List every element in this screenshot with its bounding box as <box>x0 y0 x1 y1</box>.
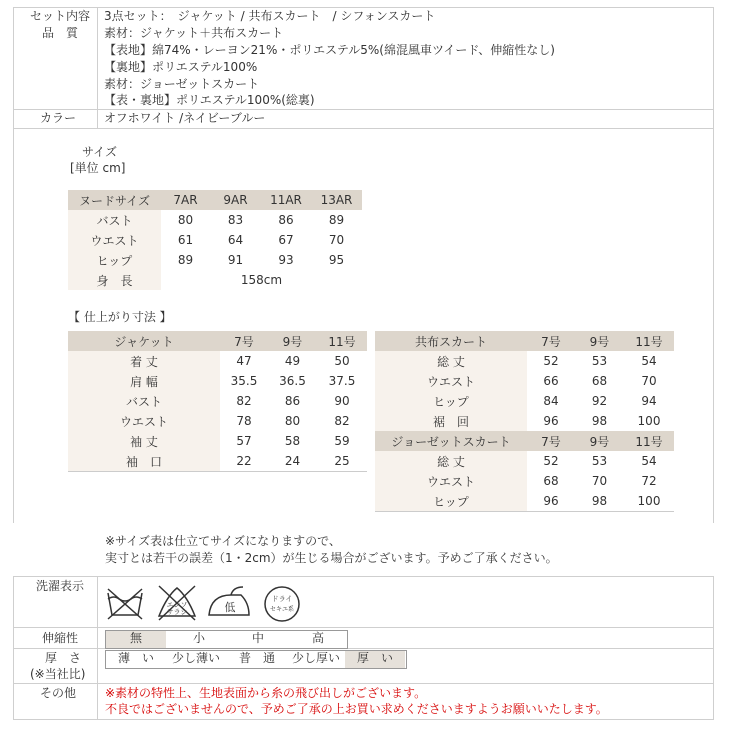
skirt-cell: 54 <box>641 354 657 368</box>
jacket-cell: 25 <box>334 454 350 468</box>
height-value: 158cm <box>240 273 283 287</box>
georgette-cell: 53 <box>591 454 608 468</box>
nude-cell: 83 <box>227 213 244 227</box>
jacket-cell: 78 <box>236 414 252 428</box>
size-unit: [単位 cm] <box>70 161 126 175</box>
frame-right-bottom <box>713 576 714 720</box>
jacket-cell: 90 <box>334 394 350 408</box>
other-note: 不良ではございませんので、予めご了承の上お買い求めくださいますようお願いいたします。 <box>105 702 608 716</box>
skirt-header: 共布スカート <box>375 331 527 351</box>
jacket-cell: 24 <box>284 454 301 468</box>
jacket-cell: 80 <box>284 414 301 428</box>
nude-cell: 86 <box>278 213 294 227</box>
georgette-cell: 52 <box>543 454 559 468</box>
thickness-option: 少し薄い <box>172 651 221 665</box>
divider-care <box>13 576 714 577</box>
frame-right <box>713 7 714 523</box>
finish-title: 【 仕上がり寸法 】 <box>68 310 172 324</box>
skirt-cell: 70 <box>641 374 657 388</box>
thickness-label: 厚 さ <box>45 651 82 665</box>
jacket-header: ジャケット <box>68 331 220 351</box>
material-line: 素材：ジョーゼットスカート <box>104 77 260 91</box>
georgette-cell: 68 <box>543 474 559 488</box>
jacket-header: 11号 <box>317 331 367 351</box>
size-note: ※サイズ表は仕立てサイズになりますので、 <box>105 534 341 548</box>
skirt-cell: 92 <box>591 394 608 408</box>
jacket-cell: 37.5 <box>328 374 356 388</box>
thickness-option: 少し厚い <box>292 651 341 665</box>
jacket-row-label: 袖 丈 <box>68 431 220 451</box>
georgette-row-label: ウエスト <box>375 471 527 491</box>
skirt-row-label: ヒップ <box>375 391 527 411</box>
stretch-label: 伸縮性 <box>42 631 79 645</box>
jacket-cell: 58 <box>284 434 301 448</box>
georgette-cell: 70 <box>591 474 608 488</box>
skirt-header: 7号 <box>527 331 575 351</box>
set-label: セット内容 <box>30 9 91 23</box>
nude-row-label: バスト <box>68 210 161 230</box>
georgette-cell: 72 <box>641 474 657 488</box>
color-label: カラー <box>40 111 77 125</box>
nude-header: 11AR <box>261 190 311 210</box>
georgette-cell: 96 <box>543 494 559 508</box>
dry-clean-icon <box>262 584 302 624</box>
no-wash-icon <box>105 585 145 623</box>
thickness-sublabel: (※当社比) <box>30 667 86 681</box>
nude-header: 13AR <box>311 190 362 210</box>
divider-color <box>13 128 714 129</box>
label-column-divider-bottom <box>97 576 98 720</box>
size-note: 実寸とは若干の誤差（1・2cm）が生じる場合がございます。予めご了承ください。 <box>105 551 558 565</box>
height-label: 身 長 <box>68 270 161 290</box>
thickness-option: 普 通 <box>239 651 276 665</box>
frame-bottom <box>13 719 714 720</box>
georgette-row-label: ヒップ <box>375 491 527 512</box>
bleach-text-bottom: サラシ <box>166 608 188 616</box>
jacket-table <box>68 331 367 472</box>
color-value: オフホワイト /ネイビーブルー <box>104 111 266 125</box>
stretch-option: 小 <box>193 631 206 645</box>
georgette-header: 7号 <box>527 431 575 451</box>
size-title: サイズ <box>82 145 118 159</box>
label-column-divider <box>97 7 98 128</box>
skirt-row-label: 裾 回 <box>375 411 527 431</box>
nude-cell: 91 <box>227 253 244 267</box>
jacket-row-label: 肩 幅 <box>68 371 220 391</box>
frame-left-bottom <box>13 576 14 720</box>
jacket-cell: 49 <box>284 354 301 368</box>
nude-row-label: ヒップ <box>68 250 161 270</box>
jacket-cell: 22 <box>236 454 252 468</box>
skirt-cell: 98 <box>591 414 608 428</box>
skirt-cell: 68 <box>591 374 608 388</box>
iron-text: 低 <box>224 601 236 614</box>
skirt-table <box>375 331 674 512</box>
skirt-header: 9号 <box>575 331 624 351</box>
skirt-row-label: ウエスト <box>375 371 527 391</box>
material-line: 【表・裏地】ポリエステル100%(総裏) <box>104 93 315 107</box>
nude-header: 9AR <box>210 190 261 210</box>
jacket-row-label: ウエスト <box>68 411 220 431</box>
material-line: 素材：ジャケット＋共布スカート <box>104 26 284 40</box>
dry-text-bottom: セキユ系 <box>269 606 295 613</box>
jacket-cell: 59 <box>334 434 350 448</box>
georgette-header: 11号 <box>624 431 674 451</box>
jacket-row-label: バスト <box>68 391 220 411</box>
nude-cell: 67 <box>278 233 294 247</box>
nude-cell: 64 <box>227 233 244 247</box>
skirt-cell: 52 <box>543 354 559 368</box>
jacket-cell: 35.5 <box>230 374 258 388</box>
nude-cell: 95 <box>328 253 345 267</box>
other-label: その他 <box>40 686 77 700</box>
skirt-header: 11号 <box>624 331 674 351</box>
nude-header: ヌードサイズ <box>68 190 161 210</box>
jacket-row-label: 着 丈 <box>68 351 220 371</box>
dry-text-top: ドライ <box>271 595 293 603</box>
iron-low-icon <box>205 583 253 623</box>
other-note: ※素材の特性上、生地表面から糸の飛び出しがございます。 <box>105 686 427 700</box>
no-bleach-icon <box>155 582 199 624</box>
nude-cell: 93 <box>278 253 294 267</box>
thickness-option: 薄 い <box>118 651 155 665</box>
georgette-header: 9号 <box>575 431 624 451</box>
skirt-cell: 84 <box>543 394 559 408</box>
thickness-option: 厚 い <box>357 651 394 665</box>
nude-header: 7AR <box>161 190 210 210</box>
skirt-row-label: 総 丈 <box>375 351 527 371</box>
jacket-cell: 47 <box>236 354 252 368</box>
nude-size-table <box>68 190 362 290</box>
nude-cell: 89 <box>328 213 345 227</box>
jacket-cell: 86 <box>284 394 301 408</box>
stretch-option: 中 <box>252 631 265 645</box>
material-label: 品 質 <box>42 26 79 40</box>
jacket-header: 9号 <box>268 331 317 351</box>
skirt-cell: 96 <box>543 414 559 428</box>
skirt-cell: 53 <box>591 354 608 368</box>
georgette-cell: 100 <box>637 494 661 508</box>
georgette-cell: 98 <box>591 494 608 508</box>
material-line: 【裏地】ポリエステル100% <box>104 60 258 74</box>
nude-cell: 70 <box>328 233 345 247</box>
jacket-cell: 82 <box>236 394 252 408</box>
georgette-row-label: 総 丈 <box>375 451 527 471</box>
frame-left <box>13 7 14 523</box>
set-value: 3点セット： ジャケット / 共布スカート / シフォンスカート <box>104 9 436 23</box>
jacket-cell: 50 <box>334 354 350 368</box>
divider-stretch <box>13 627 714 628</box>
skirt-cell: 100 <box>637 414 661 428</box>
jacket-cell: 82 <box>334 414 350 428</box>
skirt-cell: 94 <box>641 394 657 408</box>
jacket-header: 7号 <box>220 331 268 351</box>
bleach-text-top: エンソ <box>166 601 188 609</box>
jacket-cell: 36.5 <box>279 374 306 388</box>
material-line: 【表地】綿74%・レーヨン21%・ポリエステル5%(綿混風車ツイード、伸縮性なし) <box>104 43 555 57</box>
stretch-option: 高 <box>312 631 325 645</box>
nude-cell: 80 <box>177 213 194 227</box>
jacket-cell: 57 <box>236 434 252 448</box>
care-label: 洗濯表示 <box>36 579 85 593</box>
georgette-cell: 54 <box>641 454 657 468</box>
jacket-row-label: 袖 口 <box>68 451 220 472</box>
skirt-cell: 66 <box>543 374 559 388</box>
nude-row-label: ウエスト <box>68 230 161 250</box>
divider-other <box>13 683 714 684</box>
nude-cell: 61 <box>177 233 194 247</box>
georgette-header: ジョーゼットスカート <box>375 431 527 451</box>
stretch-option: 無 <box>130 631 143 645</box>
nude-cell: 89 <box>177 253 194 267</box>
